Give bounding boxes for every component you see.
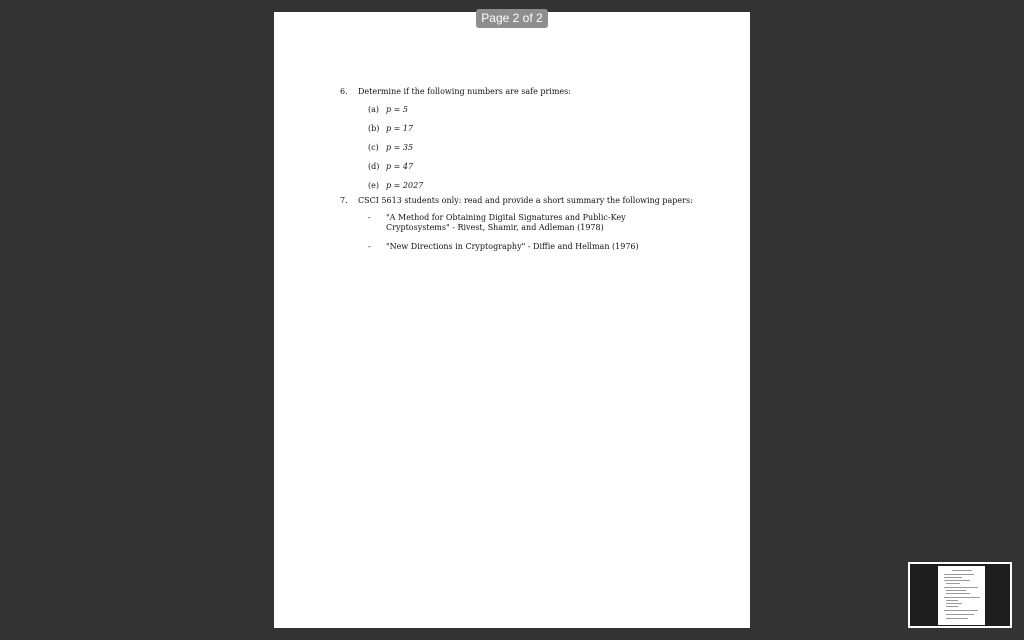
- paper-citation: "New Directions in Cryptography" - Diffie and Hellman (1976): [386, 242, 639, 251]
- page-content: [338, 86, 698, 261]
- subpart-label: (d): [368, 162, 380, 171]
- thumbnail-line: [944, 574, 974, 575]
- question-6: [338, 86, 698, 98]
- thumbnail-line: [946, 600, 958, 601]
- question-prompt: CSCI 5613 students only: read and provide a short summary the following papers:: [358, 196, 693, 205]
- bullet-dash: -: [368, 213, 371, 222]
- subpart-label: (b): [368, 124, 380, 133]
- subpart-d: [338, 161, 698, 180]
- page-indicator: Page 2 of 2: [476, 9, 548, 28]
- thumbnail-line: [944, 577, 962, 578]
- question-7: [338, 195, 698, 207]
- thumbnail-line: [944, 580, 970, 581]
- thumbnail-line: [946, 614, 974, 615]
- question-prompt: Determine if the following numbers are safe primes:: [358, 87, 571, 96]
- thumbnail-line: [944, 610, 978, 611]
- subpart-label: (c): [368, 143, 379, 152]
- subpart-label: (a): [368, 105, 380, 114]
- subpart-b: [338, 123, 698, 142]
- thumbnail-line: [946, 590, 966, 591]
- thumbnail-page-preview: [938, 566, 985, 625]
- bullet-dash: -: [368, 242, 371, 251]
- document-page: [274, 12, 750, 628]
- thumbnail-line: [946, 603, 962, 604]
- question-number: 6.: [340, 87, 348, 96]
- subpart-label: (e): [368, 181, 379, 190]
- subpart-expression: p = 35: [386, 143, 414, 152]
- question-number: 7.: [340, 196, 348, 205]
- paper-item-diffie-hellman: [338, 242, 686, 252]
- subpart-a: [338, 104, 698, 123]
- paper-list: [338, 213, 698, 252]
- subpart-expression: p = 5: [386, 105, 408, 114]
- subpart-expression: p = 47: [386, 162, 414, 171]
- thumbnail-line: [944, 597, 980, 598]
- thumbnail-line: [946, 583, 960, 584]
- thumbnail-line: [946, 606, 958, 607]
- thumbnail-line: [952, 570, 972, 571]
- paper-citation: "A Method for Obtaining Digital Signatures and Public-Key Cryptosystems" - Rivest, Shamir, and Adleman (1978): [386, 213, 626, 232]
- subpart-expression: p = 2027: [386, 181, 424, 190]
- thumbnail-line: [944, 587, 978, 588]
- paper-item-rsa: [338, 213, 686, 233]
- thumbnail-line: [946, 593, 970, 594]
- thumbnail-line: [946, 618, 968, 619]
- question-6-parts: [338, 104, 698, 199]
- subpart-expression: p = 17: [386, 124, 414, 133]
- subpart-c: [338, 142, 698, 161]
- page-thumbnail[interactable]: [908, 562, 1012, 628]
